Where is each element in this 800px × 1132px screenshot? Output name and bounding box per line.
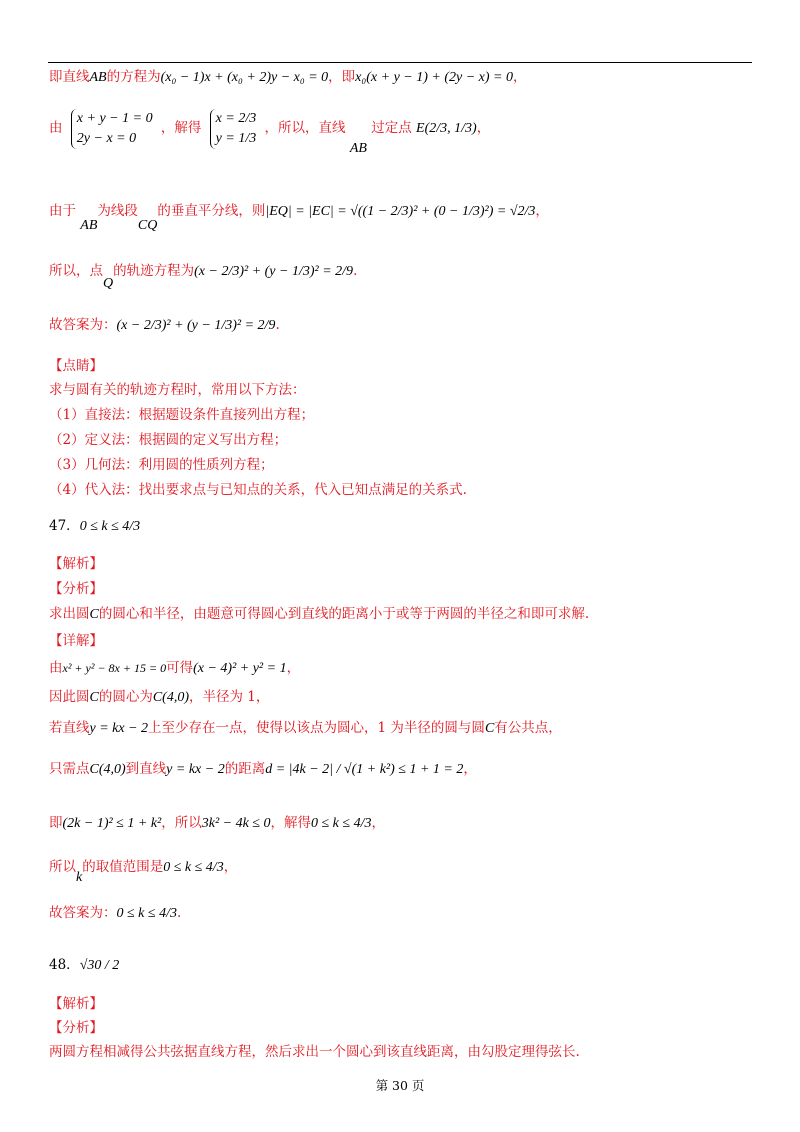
text-line: （1）直接法：根据题设条件直接列出方程；: [49, 407, 315, 423]
text: 求出圆: [49, 606, 90, 622]
text: ，: [476, 120, 491, 136]
text-line: [49, 605, 589, 624]
text: ，所以: [161, 815, 202, 831]
math-eq: x = 2/3: [215, 110, 257, 126]
text-line: 求与圆有关的轨迹方程时，常用以下方法：: [49, 382, 306, 398]
text-line: 两圆方程相减得公共弦据直线方程，然后求出一个圆心到该直线距离，由勾股定理得弦长.: [49, 1044, 580, 1060]
math-eq: (x − 4)² + y² = 1: [193, 661, 287, 676]
math-c: C: [89, 607, 99, 622]
math-eq: 0 ≤ k ≤ 4/3: [116, 906, 177, 921]
math-point: C(4,0): [89, 762, 126, 777]
text: 所以，点: [49, 263, 103, 279]
equation-system: [71, 109, 153, 149]
math-c: C: [484, 721, 495, 736]
line-condition: [49, 719, 562, 738]
text: 由于: [49, 203, 76, 219]
text: 的圆心和半径，由题意可得圆心到直线的距离小于或等于两圆的半径之和即可求解.: [98, 606, 590, 622]
text: .: [275, 317, 280, 333]
text: 即: [49, 815, 63, 831]
line-ab-equation: [49, 68, 527, 87]
math-eq: y = kx − 2: [166, 762, 225, 777]
math-ab: AB: [80, 218, 98, 233]
text: 的距离: [224, 761, 266, 777]
text: 为线段: [97, 203, 138, 219]
line-system-solution: [49, 108, 491, 156]
text: ，所以，直线: [264, 120, 346, 136]
math-eq: √30 / 2: [79, 958, 120, 973]
math-eq: 3k² − 4k ≤ 0: [201, 816, 271, 831]
heading-dianjing: 【点睛】: [49, 358, 103, 374]
text: 只需点: [49, 761, 90, 777]
text: 故答案为：: [49, 317, 117, 333]
text: 即直线: [49, 69, 90, 85]
text-line: （4）代入法：找出要求点与已知点的关系，代入已知点满足的关系式.: [49, 482, 467, 498]
math-eq: 0 ≤ k ≤ 4/3: [311, 816, 372, 831]
answer-48: [49, 956, 119, 975]
text-line: （3）几何法：利用圆的性质列方程；: [49, 457, 274, 473]
text: 若直线: [49, 720, 90, 736]
math-k: k: [76, 870, 83, 885]
line-range: [49, 858, 238, 885]
text: 所以: [49, 859, 76, 875]
text: ，: [535, 203, 549, 219]
text: ，半径为 1，: [189, 689, 270, 705]
solution-system: [210, 109, 257, 149]
math-eq: x² + y² − 8x + 15 = 0: [62, 661, 167, 675]
math-eq: |EQ| = |EC| = √((1 − 2/3)² + (0 − 1/3)²) = √2/3: [265, 204, 536, 219]
math-q: Q: [103, 276, 114, 291]
line-circle-equation: [49, 659, 300, 678]
math-ab: AB: [89, 70, 107, 85]
header-rule: [48, 62, 752, 63]
math-eq: x + y − 1 = 0: [76, 110, 153, 126]
text: ，解得: [270, 815, 311, 831]
heading-jiexi: 【解析】: [49, 556, 103, 572]
text: 的方程为: [106, 69, 161, 85]
text: 由: [49, 660, 63, 676]
math-eq: 2y − x = 0: [76, 130, 137, 146]
math-eq: (x − 2/3)² + (y − 1/3)² = 2/9: [116, 318, 276, 333]
text: ，: [371, 815, 385, 831]
heading-xiangjie: 【详解】: [49, 633, 103, 649]
text: ，: [463, 761, 477, 777]
heading-fenxi: 【分析】: [49, 1020, 103, 1036]
math-ab: AB: [349, 141, 367, 156]
line-answer-46: [49, 316, 280, 335]
heading-jiexi: 【解析】: [49, 996, 103, 1012]
line-locus-equation: [49, 262, 358, 291]
text: ，: [286, 660, 301, 676]
line-inequality: [49, 814, 385, 833]
text: ，即: [328, 69, 356, 85]
text: 的轨迹方程为: [113, 263, 195, 279]
text: 上至少存在一点，使得以该点为圆心，1 为半径的圆与圆: [148, 720, 485, 736]
math-c: C: [89, 690, 99, 705]
math-point: E(2/3, 1/3): [416, 121, 477, 136]
text: 由: [49, 120, 63, 136]
text: 的取值范围是: [82, 859, 164, 875]
text: 故答案为：: [49, 905, 117, 921]
math-eq: (x₀ − 1)x + (x₀ + 2)y − x₀ = 0: [160, 70, 329, 85]
question-number: 47．: [49, 518, 80, 534]
text: .: [176, 905, 182, 921]
math-eq: y = kx − 2: [89, 721, 149, 736]
math-eq: 0 ≤ k ≤ 4/3: [163, 860, 224, 875]
text: 有公共点，: [494, 720, 562, 736]
line-distance: [49, 760, 477, 779]
math-eq: (2k − 1)² ≤ 1 + k²: [62, 816, 162, 831]
math-eq: (x − 2/3)² + (y − 1/3)² = 2/9: [194, 264, 354, 279]
text: ，: [223, 859, 238, 875]
page-number: 第 30 页: [375, 1078, 425, 1093]
math-eq: d = |4k − 2| / √(1 + k²) ≤ 1 + 1 = 2: [265, 762, 464, 777]
text: 的圆心为: [98, 689, 153, 705]
text: 因此圆: [49, 689, 90, 705]
line-perpendicular-bisector: [49, 202, 549, 233]
text-line: （2）定义法：根据圆的定义写出方程；: [49, 432, 288, 448]
line-answer-47: [49, 904, 181, 923]
text: ，: [513, 69, 527, 85]
heading-fenxi: 【分析】: [49, 581, 103, 597]
line-center-radius: [49, 688, 269, 707]
text: 到直线: [125, 761, 167, 777]
text: 的垂直平分线，则: [157, 203, 266, 219]
answer-47: [49, 517, 140, 536]
text: .: [353, 263, 358, 279]
text: 过定点: [371, 120, 412, 136]
math-point: C(4,0): [152, 690, 190, 705]
math-eq: y = 1/3: [215, 130, 257, 146]
text: 可得: [166, 660, 194, 676]
math-eq: x₀(x + y − 1) + (2y − x) = 0: [355, 70, 513, 85]
math-cq: CQ: [137, 218, 158, 233]
question-number: 48．: [49, 957, 80, 973]
math-eq: 0 ≤ k ≤ 4/3: [79, 519, 141, 534]
text: ，解得: [160, 120, 202, 136]
